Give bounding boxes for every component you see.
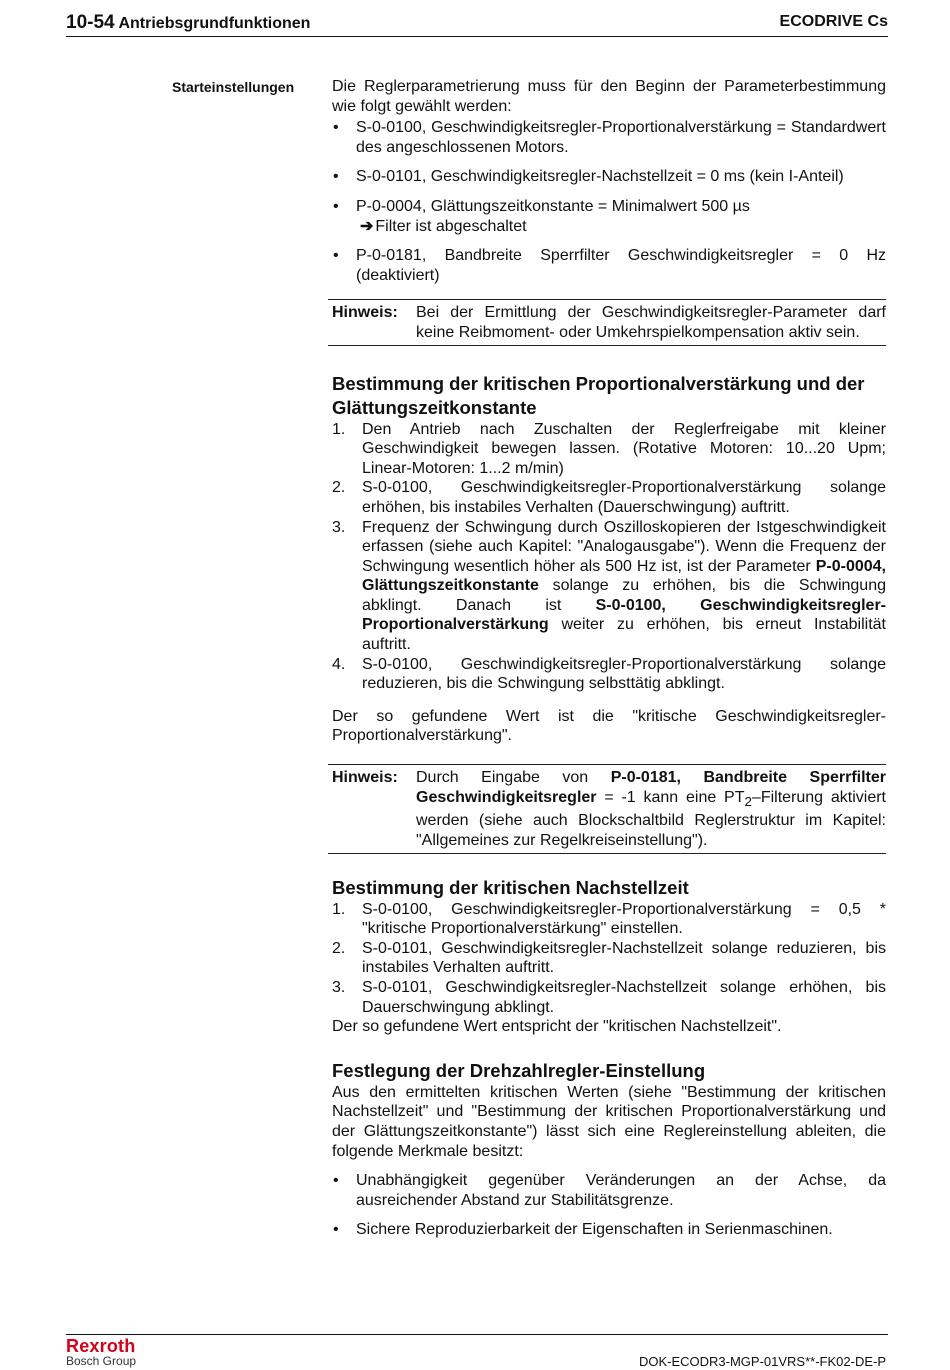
section-title: Bestimmung der kritischen Nachstellzeit (332, 876, 689, 898)
document-id: DOK-ECODR3-MGP-01VRS**-FK02-DE-P (638, 1354, 886, 1369)
bullet-item (332, 118, 886, 157)
logo-wordmark: Rexroth (66, 1336, 136, 1356)
bullet-dot: • (333, 168, 339, 186)
step-text: Den Antrieb nach Zuschalten der Reglerfreigabe mit kleiner Geschwindigkeit bewegen lassen. (Rotative Motoren: 10...20 Upm; Linear-Motoren: 1...2 m/min) (362, 420, 886, 477)
step-list (332, 900, 886, 1018)
bullet-text: S-0-0100, Geschwindigkeitsregler-Proportionalverstärkung = Standardwert des angeschlossenen Motors. (356, 119, 886, 156)
bullet-text: Unabhängigkeit gegenüber Veränderungen an der Achse, da ausreichender Abstand zur Stabilitätsgrenze. (356, 1172, 886, 1209)
step-item (332, 420, 886, 479)
note-text (416, 768, 886, 851)
step-number: 3. (332, 978, 346, 996)
step-text: S-0-0101, Geschwindigkeitsregler-Nachstellzeit solange erhöhen, bis Dauerschwingung abklingt. (362, 978, 886, 1016)
step-text: S-0-0100, Geschwindigkeitsregler-Proportionalverstärkung = 0,5 * "kritische Proportionalverstärkung" einstellen. (362, 900, 886, 938)
result-paragraph: Der so gefundene Wert ist die "kritische Geschwindigkeitsregler-Proportionalverstärkung". (332, 707, 886, 745)
bullet-dot: • (333, 1172, 339, 1190)
bullet-text: S-0-0101, Geschwindigkeitsregler-Nachstellzeit = 0 ms (kein I-Anteil) (356, 168, 844, 186)
step-param-bold: S-0-0100, Geschwindigkeitsregler-Proportionalverstärkung (362, 596, 886, 634)
subscript: 2 (744, 793, 752, 809)
bullet-dot: • (333, 119, 339, 137)
step-item (332, 655, 886, 694)
step-number: 3. (332, 518, 346, 536)
bullet-item (332, 1220, 886, 1240)
step-item (332, 939, 886, 978)
intro-paragraph: Die Reglerparametrierung muss für den Beginn der Parameterbestimmung wie folgt gewählt werden: (332, 78, 886, 115)
note-text: Bei der Ermittlung der Geschwindigkeitsregler-Parameter darf keine Reibmoment- oder Umkehrspielkompensation aktiv sein. (416, 304, 886, 341)
footer-rule (66, 1334, 888, 1335)
bullet-item (332, 246, 886, 285)
step-item (332, 478, 886, 517)
bullet-dot: • (333, 1221, 339, 1239)
step-item (332, 978, 886, 1017)
bullet-dot: • (333, 247, 339, 265)
step-text: Frequenz der Schwingung durch Oszilloskopieren der Istgeschwindigkeit erfassen (siehe auch Kapitel: "Analogausgabe"). Wenn die Frequenz der Schwingung wesentlich höher als 500 Hz ist, ist der Parameter (362, 518, 886, 575)
page-number: 10-54 (66, 12, 115, 33)
bullet-text: P-0-0004, Glättungszeitkonstante = Minimalwert 500 µs (356, 197, 750, 215)
note-box (328, 764, 886, 854)
step-text: S-0-0100, Geschwindigkeitsregler-Proportionalverstärkung solange erhöhen, bis instabiles Verhalten (Dauerschwingung) auftritt. (362, 479, 886, 516)
note-param-bold: P-0-0181, Bandbreite Sperrfilter Geschwindigkeitsregler (416, 769, 887, 806)
step-number: 2. (332, 479, 346, 497)
page-header (66, 10, 888, 37)
main-content (332, 77, 886, 1240)
result-paragraph: Der so gefundene Wert entspricht der "kritischen Nachstellzeit". (332, 1018, 782, 1036)
bullet-continuation: Filter ist abgeschaltet (375, 217, 527, 235)
step-text: solange zu erhöhen, bis die Schwingung abklingt. Danach ist (362, 577, 886, 614)
note-text-part: –Filterung aktiviert werden (siehe auch Blockschaltbild Reglerstruktur im Kapitel: "Allgemeines zur Regelkreiseinstellung"). (416, 788, 886, 849)
step-number: 1. (332, 420, 346, 438)
note-label: Hinweis: (332, 769, 398, 787)
header-left (66, 12, 310, 34)
step-item (332, 518, 886, 655)
step-text: S-0-0101, Geschwindigkeitsregler-Nachstellzeit solange reduzieren, bis instabiles Verhalten auftritt. (362, 939, 886, 977)
chapter-title: Antriebsgrundfunktionen (118, 15, 311, 32)
note-label: Hinweis: (332, 304, 398, 322)
step-text: S-0-0100, Geschwindigkeitsregler-Proportionalverstärkung solange reduzieren, bis die Schwingung selbsttätig abklingt. (362, 655, 886, 693)
side-heading: Starteinstellungen (172, 79, 295, 95)
section-intro: Aus den ermittelten kritischen Werten (siehe "Bestimmung der kritischen Nachstellzeit" und "Bestimmung der kritischen Proportionalverstärkung und der Glättungszeitkonstante") lässt sich eine Reglereinstellung ableiten, die folgende Merkmale besitzt: (332, 1083, 886, 1160)
step-number: 2. (332, 939, 346, 957)
rexroth-logo (66, 1337, 136, 1368)
step-list (332, 420, 886, 694)
logo-subline: Bosch Group (66, 1354, 137, 1368)
section-title: Festlegung der Drehzahlregler-Einstellung (332, 1059, 706, 1081)
step-item (332, 900, 886, 939)
product-name: ECODRIVE Cs (779, 13, 888, 30)
note-text-part: Durch Eingabe von (416, 769, 611, 787)
step-text: weiter zu erhöhen, bis erneut Instabilität auftritt. (362, 616, 886, 654)
bullet-text: Sichere Reproduzierbarkeit der Eigenschaften in Serienmaschinen. (356, 1221, 833, 1239)
step-number: 1. (332, 900, 346, 918)
arrow-icon: ➔ (360, 217, 374, 235)
bullet-item (332, 167, 886, 187)
bullet-item (332, 1171, 886, 1210)
section-title: Bestimmung der kritischen Proportionalverstärkung und der Glättungszeitkonstante (332, 372, 865, 418)
note-text-part: = -1 kann eine PT (596, 788, 745, 806)
bullet-item (332, 197, 886, 236)
step-number: 4. (332, 655, 346, 673)
note-box (328, 299, 886, 345)
step-param-bold: P-0-0004, Glättungszeitkonstante (362, 557, 886, 595)
bullet-text: P-0-0181, Bandbreite Sperrfilter Geschwindigkeitsregler = 0 Hz (deaktiviert) (356, 247, 886, 284)
bullet-dot: • (333, 197, 339, 215)
